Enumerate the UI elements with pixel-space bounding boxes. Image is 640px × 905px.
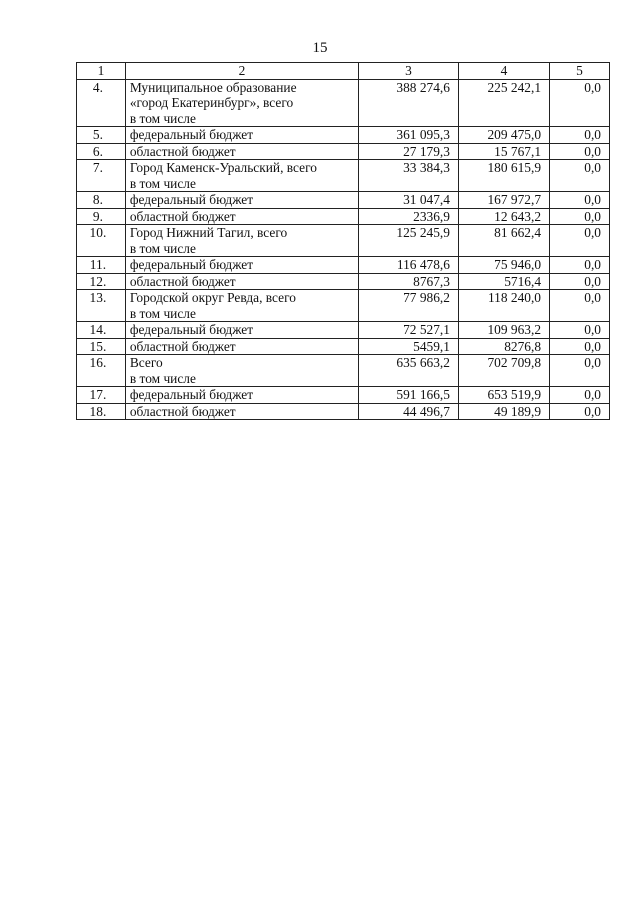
value-cell-c5: 0,0 <box>550 273 610 290</box>
value-cell-c5: 0,0 <box>550 257 610 274</box>
value-cell-c4: 109 963,2 <box>458 322 549 339</box>
row-number-cell: 17. <box>77 387 126 404</box>
value-cell-c3: 44 496,7 <box>359 403 459 420</box>
indicator-name-line: Городской округ Ревда, всего <box>129 290 296 305</box>
row-number-cell: 15. <box>77 338 126 355</box>
indicator-name-cell <box>125 322 358 339</box>
table-body <box>77 63 610 420</box>
value-cell-c4: 702 709,8 <box>458 355 549 387</box>
indicator-name-cell <box>125 192 358 209</box>
row-number-cell: 11. <box>77 257 126 274</box>
table-row <box>77 273 610 290</box>
table-row <box>77 338 610 355</box>
budget-table <box>76 62 610 420</box>
column-header: 4 <box>458 63 549 80</box>
table-header-row <box>77 63 610 80</box>
value-cell-c5: 0,0 <box>550 355 610 387</box>
indicator-name-line: федеральный бюджет <box>129 322 254 337</box>
row-number-cell: 10. <box>77 225 126 257</box>
indicator-name-line: Город Нижний Тагил, всего <box>129 225 288 240</box>
row-number-cell: 18. <box>77 403 126 420</box>
value-cell-c4: 180 615,9 <box>458 160 549 192</box>
value-cell-c3: 77 986,2 <box>359 290 459 322</box>
indicator-name-line: в том числе <box>129 110 196 126</box>
value-cell-c5: 0,0 <box>550 143 610 160</box>
row-number-cell: 8. <box>77 192 126 209</box>
row-number-cell: 7. <box>77 160 126 192</box>
indicator-name-line: в том числе <box>129 175 196 191</box>
table-row <box>77 143 610 160</box>
value-cell-c3: 125 245,9 <box>359 225 459 257</box>
column-header: 2 <box>125 63 358 80</box>
table-row <box>77 290 610 322</box>
indicator-name-line: в том числе <box>129 370 196 386</box>
value-cell-c4: 8276,8 <box>458 338 549 355</box>
indicator-name-cell <box>125 338 358 355</box>
table-row <box>77 127 610 144</box>
indicator-name-cell <box>125 355 358 387</box>
value-cell-c5: 0,0 <box>550 225 610 257</box>
value-cell-c3: 361 095,3 <box>359 127 459 144</box>
value-cell-c5: 0,0 <box>550 208 610 225</box>
value-cell-c5: 0,0 <box>550 403 610 420</box>
indicator-name-line: в том числе <box>129 305 196 321</box>
indicator-name-line: областной бюджет <box>129 403 236 419</box>
table-row <box>77 208 610 225</box>
value-cell-c5: 0,0 <box>550 160 610 192</box>
value-cell-c5: 0,0 <box>550 387 610 404</box>
value-cell-c5: 0,0 <box>550 192 610 209</box>
value-cell-c4: 167 972,7 <box>458 192 549 209</box>
value-cell-c5: 0,0 <box>550 322 610 339</box>
value-cell-c3: 5459,1 <box>359 338 459 355</box>
indicator-name-line: Город Каменск-Уральский, всего <box>129 160 317 175</box>
table-row <box>77 355 610 387</box>
indicator-name-line: областной бюджет <box>129 273 236 289</box>
indicator-name-line: областной бюджет <box>129 338 236 354</box>
indicator-name-line: федеральный бюджет <box>129 387 254 402</box>
value-cell-c3: 635 663,2 <box>359 355 459 387</box>
value-cell-c4: 653 519,9 <box>458 387 549 404</box>
value-cell-c5: 0,0 <box>550 127 610 144</box>
indicator-name-cell <box>125 143 358 160</box>
indicator-name-line: федеральный бюджет <box>129 127 254 142</box>
value-cell-c3: 72 527,1 <box>359 322 459 339</box>
page-number: 15 <box>312 40 328 56</box>
value-cell-c3: 31 047,4 <box>359 192 459 209</box>
indicator-name-cell <box>125 257 358 274</box>
value-cell-c4: 225 242,1 <box>458 79 549 127</box>
row-number-cell: 4. <box>77 79 126 127</box>
row-number-cell: 14. <box>77 322 126 339</box>
value-cell-c4: 15 767,1 <box>458 143 549 160</box>
value-cell-c4: 81 662,4 <box>458 225 549 257</box>
indicator-name-line: Муниципальное образование <box>129 79 297 95</box>
value-cell-c3: 33 384,3 <box>359 160 459 192</box>
indicator-name-cell <box>125 290 358 322</box>
table-row <box>77 225 610 257</box>
value-cell-c4: 75 946,0 <box>458 257 549 274</box>
value-cell-c4: 5716,4 <box>458 273 549 290</box>
column-header: 3 <box>359 63 459 80</box>
indicator-name-line: в том числе <box>129 240 196 256</box>
row-number-cell: 9. <box>77 208 126 225</box>
value-cell-c3: 8767,3 <box>359 273 459 290</box>
value-cell-c5: 0,0 <box>550 338 610 355</box>
row-number-cell: 5. <box>77 127 126 144</box>
indicator-name-line: областной бюджет <box>129 208 236 224</box>
indicator-name-cell <box>125 208 358 225</box>
table-row <box>77 192 610 209</box>
indicator-name-line: «город Екатеринбург», всего <box>129 95 294 110</box>
indicator-name-line: Всего <box>129 355 163 370</box>
value-cell-c3: 388 274,6 <box>359 79 459 127</box>
column-header: 5 <box>550 63 610 80</box>
table-row <box>77 322 610 339</box>
table-row <box>77 257 610 274</box>
indicator-name-cell <box>125 160 358 192</box>
value-cell-c4: 12 643,2 <box>458 208 549 225</box>
row-number-cell: 12. <box>77 273 126 290</box>
table-row <box>77 160 610 192</box>
indicator-name-cell <box>125 79 358 127</box>
column-header: 1 <box>77 63 126 80</box>
value-cell-c3: 27 179,3 <box>359 143 459 160</box>
indicator-name-cell <box>125 403 358 420</box>
row-number-cell: 16. <box>77 355 126 387</box>
indicator-name-line: федеральный бюджет <box>129 257 254 272</box>
indicator-name-line: федеральный бюджет <box>129 192 254 207</box>
value-cell-c4: 118 240,0 <box>458 290 549 322</box>
value-cell-c4: 49 189,9 <box>458 403 549 420</box>
indicator-name-cell <box>125 273 358 290</box>
table-row <box>77 403 610 420</box>
value-cell-c3: 116 478,6 <box>359 257 459 274</box>
indicator-name-cell <box>125 387 358 404</box>
value-cell-c3: 2336,9 <box>359 208 459 225</box>
indicator-name-cell <box>125 127 358 144</box>
value-cell-c5: 0,0 <box>550 290 610 322</box>
value-cell-c5: 0,0 <box>550 79 610 127</box>
indicator-name-cell <box>125 225 358 257</box>
table-row <box>77 387 610 404</box>
value-cell-c3: 591 166,5 <box>359 387 459 404</box>
table-row <box>77 79 610 127</box>
value-cell-c4: 209 475,0 <box>458 127 549 144</box>
row-number-cell: 13. <box>77 290 126 322</box>
indicator-name-line: областной бюджет <box>129 143 236 159</box>
row-number-cell: 6. <box>77 143 126 160</box>
